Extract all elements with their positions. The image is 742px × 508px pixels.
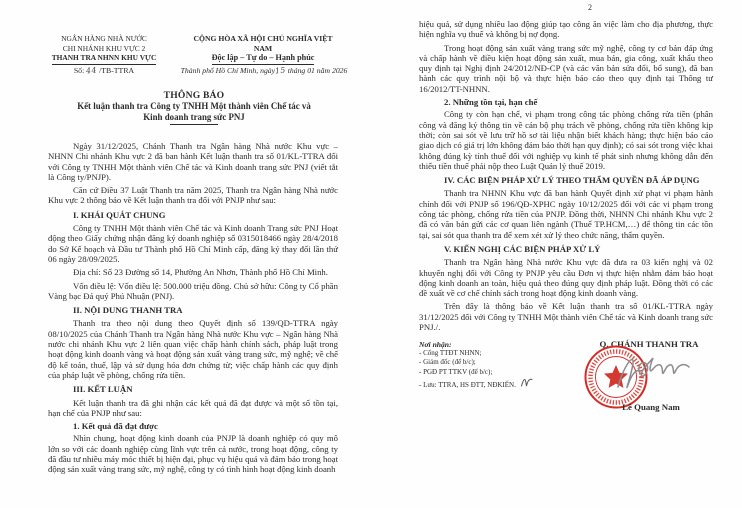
page-1-body <box>48 141 338 478</box>
paragraph: Thanh tra NHNN Khu vực đã ban hành Quyết định xử phạt vi phạm hành chính đối với PNJP số 196/QĐ-XPHC ngày 10/12/2025 đối với các vi phạm trong công tác phòng, chống rửa tiền của PNJP. Đồng thời, NHNN Chi nhánh Khu vực 2 đã có văn bản gửi các cơ quan liên ngành (Thuế TP.HCM,…) để thông tin các tồn tại, sai sót qua thanh tra để xem xét xử lý theo chức năng, thẩm quyền. <box>419 188 713 240</box>
title-block <box>44 90 344 125</box>
paragraph: Công ty TNHH Một thành viên Chế tác và Kinh doanh Trang sức PNJ Hoạt động theo Giấy chứng nhận đăng ký doanh nghiệp số 0315018466 ngày 28/4/2018 do Sở Kế hoạch và Đầu tư Thành phố Hồ Chí Minh cấp, đăng ký thay đổi lần thứ 06 ngày 28/09/2025. <box>48 223 338 264</box>
national-motto: Độc lập – Tự do – Hạnh phúc <box>184 53 342 65</box>
paragraph: Công ty còn hạn chế, vi phạm trong công tác phòng chống rửa tiền (phân công và đăng ký thông tin về cán bộ phụ trách về phòng, chống rửa tiền không kịp thời; còn sai sót về lưu trữ hồ sơ tài liệu nhận biết khách hàng; thực hiện báo cáo giao dịch có giá trị lớn không đảm bảo thời hạn quy định); có sai sót trong việc khai không đúng kỳ tính thuế đối với nghiệp vụ kinh tế phát sinh nhưng không dẫn đến thiếu tiền thuế phải nộp theo Luật Quản lý thuế 2019. <box>419 109 713 171</box>
subsection-heading-2: 2. Những tồn tại, hạn chế <box>444 97 538 108</box>
paragraph: Căn cứ Điều 37 Luật Thanh tra năm 2025, Thanh tra Ngân hàng Nhà nước Khu vực 2 thông báo về Kết luận thanh tra đối với PNJP như sau: <box>48 185 338 206</box>
paragraph: hiệu quả, sử dụng nhiều lao động giúp tạo công ăn việc làm cho địa phương, thực hiện nghĩa vụ thuế và không bị nợ đọng. <box>419 19 713 40</box>
section-heading-4: IV. CÁC BIỆN PHÁP XỬ LÝ THEO THẨM QUYỀN ĐÃ ÁP DỤNG <box>444 175 700 186</box>
recipient-item: - Giám đốc (để b/c); <box>419 358 476 367</box>
paragraph: Thanh tra Ngân hàng Nhà nước Khu vực đã đưa ra 03 kiến nghị và 02 khuyến nghị đối với Công ty PNJP yêu cầu Đơn vị thực hiện nhằm đảm bảo hoạt động kinh doanh an toàn, hiệu quả theo đúng quy định pháp luật. Đồng thời có các đề xuất về cơ chế chính sách trong hoạt động kinh doanh vàng. <box>419 257 713 299</box>
signer-title: Q. CHÁNH THANH TRA <box>599 339 699 349</box>
paragraph: Trong hoạt động sản xuất vàng trang sức mỹ nghệ, công ty cơ bản đáp ứng và chấp hành về điều kiện hoạt động sản xuất, mua bán, gia công, xuất khẩu theo quy định tại Nghị định 24/2012/NĐ-CP (và các văn bản sửa đổi, bổ sung), đã ban hành các quy trình nội bộ và thực hiện báo cáo theo quy định tại Thông tư 16/2012/TT-NHNN. <box>419 42 713 94</box>
signature-scribble <box>604 349 704 393</box>
issuer-line-3: THANH TRA NHNN KHU VỰC <box>26 53 182 65</box>
page-2-body <box>419 19 713 335</box>
national-motto-block <box>184 34 342 65</box>
recipients-title: Nơi nhận: <box>419 340 452 349</box>
recipients-block <box>419 340 533 390</box>
section-heading-2: II. NỘI DUNG THANH TRA <box>73 305 183 316</box>
doc-no-suffix: /TB-TTRA <box>99 66 135 75</box>
page-2 <box>371 0 742 508</box>
paragraph: Vốn điều lệ: Vốn điều lệ: 500.000 triệu đồng. Chủ sở hữu: Công ty Cổ phần Vàng bạc Đá quý Phú Nhuận (PNJ). <box>48 280 338 301</box>
paragraph: Địa chỉ: Số 23 Đường số 14, Phường An Nhơn, Thành phố Hồ Chí Minh. <box>73 267 328 278</box>
recipient-item: - Cổng TTĐT NHNN; <box>419 349 482 358</box>
section-heading-1: I. KHÁI QUÁT CHUNG <box>73 209 166 220</box>
document-number <box>26 66 182 75</box>
doc-no-handwritten: 44 <box>85 65 98 76</box>
section-heading-3: III. KẾT LUẬN <box>73 384 133 395</box>
paragraph: Thanh tra theo nội dung theo Quyết định số 139/QD-TTRA ngày 08/10/2025 của Chánh Thanh tra Ngân hàng Nhà nước Khu vực – Ngân hàng Nhà nước chi nhánh Khu vực 2 liên quan việc chấp hành chính sách, pháp luật trong hoạt động kinh doanh vàng và hoạt động sản xuất vàng trang sức, mỹ nghệ; về chế độ kế toán, thuế, lập và sử dụng hóa đơn chứng từ; việc chấp hành các quy định của pháp luật về phòng, chống rửa tiền. <box>48 318 338 380</box>
page-number: 2 <box>588 3 592 12</box>
issuer-line-1: NGÂN HÀNG NHÀ NƯỚC <box>61 34 147 43</box>
subsection-heading-1: 1. Kết quả đã đạt được <box>73 421 158 432</box>
paragraph: Nhìn chung, hoạt động kinh doanh của PNJP là doanh nghiệp có quy mô lớn so với các doanh nghiệp cùng lĩnh vực trên cả nước, trong hoạt động, công ty đã đầu tư nhiều máy móc thiết bị hiện đại, phục vụ hiệu quả và đảm bảo trong hoạt động sản xuất vàng trang sức, mỹ nghệ, công ty có tình hình hoạt động kinh doanh <box>48 433 338 475</box>
place-date-line: Thành phố Hồ Chí Minh, ngày15 tháng 01 năm 2026 <box>180 65 348 76</box>
recipient-item: - Lưu: TTRA, HS ĐTT, NĐKIẾN. <box>419 377 533 390</box>
signer-name: Lê Quang Nam <box>622 402 680 412</box>
issuer-line-2: CHI NHÁNH KHU VỰC 2 <box>62 43 146 53</box>
document-subtitle-2: Kinh doanh trang sức PNJ <box>143 111 245 122</box>
paragraph: Trên đây là thông báo về Kết luận thanh tra số 01/KL-TTRA ngày 31/12/2025 đối với Công ty TNHH Một thành viên Chế tác và Kinh doanh trang sức PNJ./. <box>419 301 713 333</box>
subtitle-rule <box>170 124 218 125</box>
handwritten-initials-mark <box>520 377 533 387</box>
issuer-block <box>26 34 182 65</box>
date-handwritten: 15 <box>274 65 287 76</box>
doc-no-label: Số: <box>73 66 85 75</box>
document-title: THÔNG BÁO <box>163 90 225 101</box>
paragraph: Kết luận thanh tra đã ghi nhận các kết quả đã đạt được và một số tồn tại, hạn chế của PNJP như sau: <box>48 397 338 418</box>
document-subtitle-1: Kết luận thanh tra Công ty TNHH Một thành viên Chế tác và <box>77 101 311 111</box>
recipient-item: - PGĐ PT TTKV (để b/c); <box>419 367 493 376</box>
paragraph: Ngày 31/12/2025, Chánh Thanh tra Ngân hàng Nhà nước Khu vực – NHNN Chi nhánh Khu vực 2 đã ban hành Kết luận thanh tra số 01/KL-TTRA đối với Công ty TNHH Một thành viên Chế tác và Kinh doanh trang sức PNJ (viết tắt là Công ty/PNJP). <box>48 141 338 182</box>
national-title: CỘNG HÒA XÃ HỘI CHỦ NGHĨA VIỆT NAM <box>193 34 333 53</box>
section-heading-5: V. KIẾN NGHỊ CÁC BIỆN PHÁP XỬ LÝ <box>444 243 601 254</box>
